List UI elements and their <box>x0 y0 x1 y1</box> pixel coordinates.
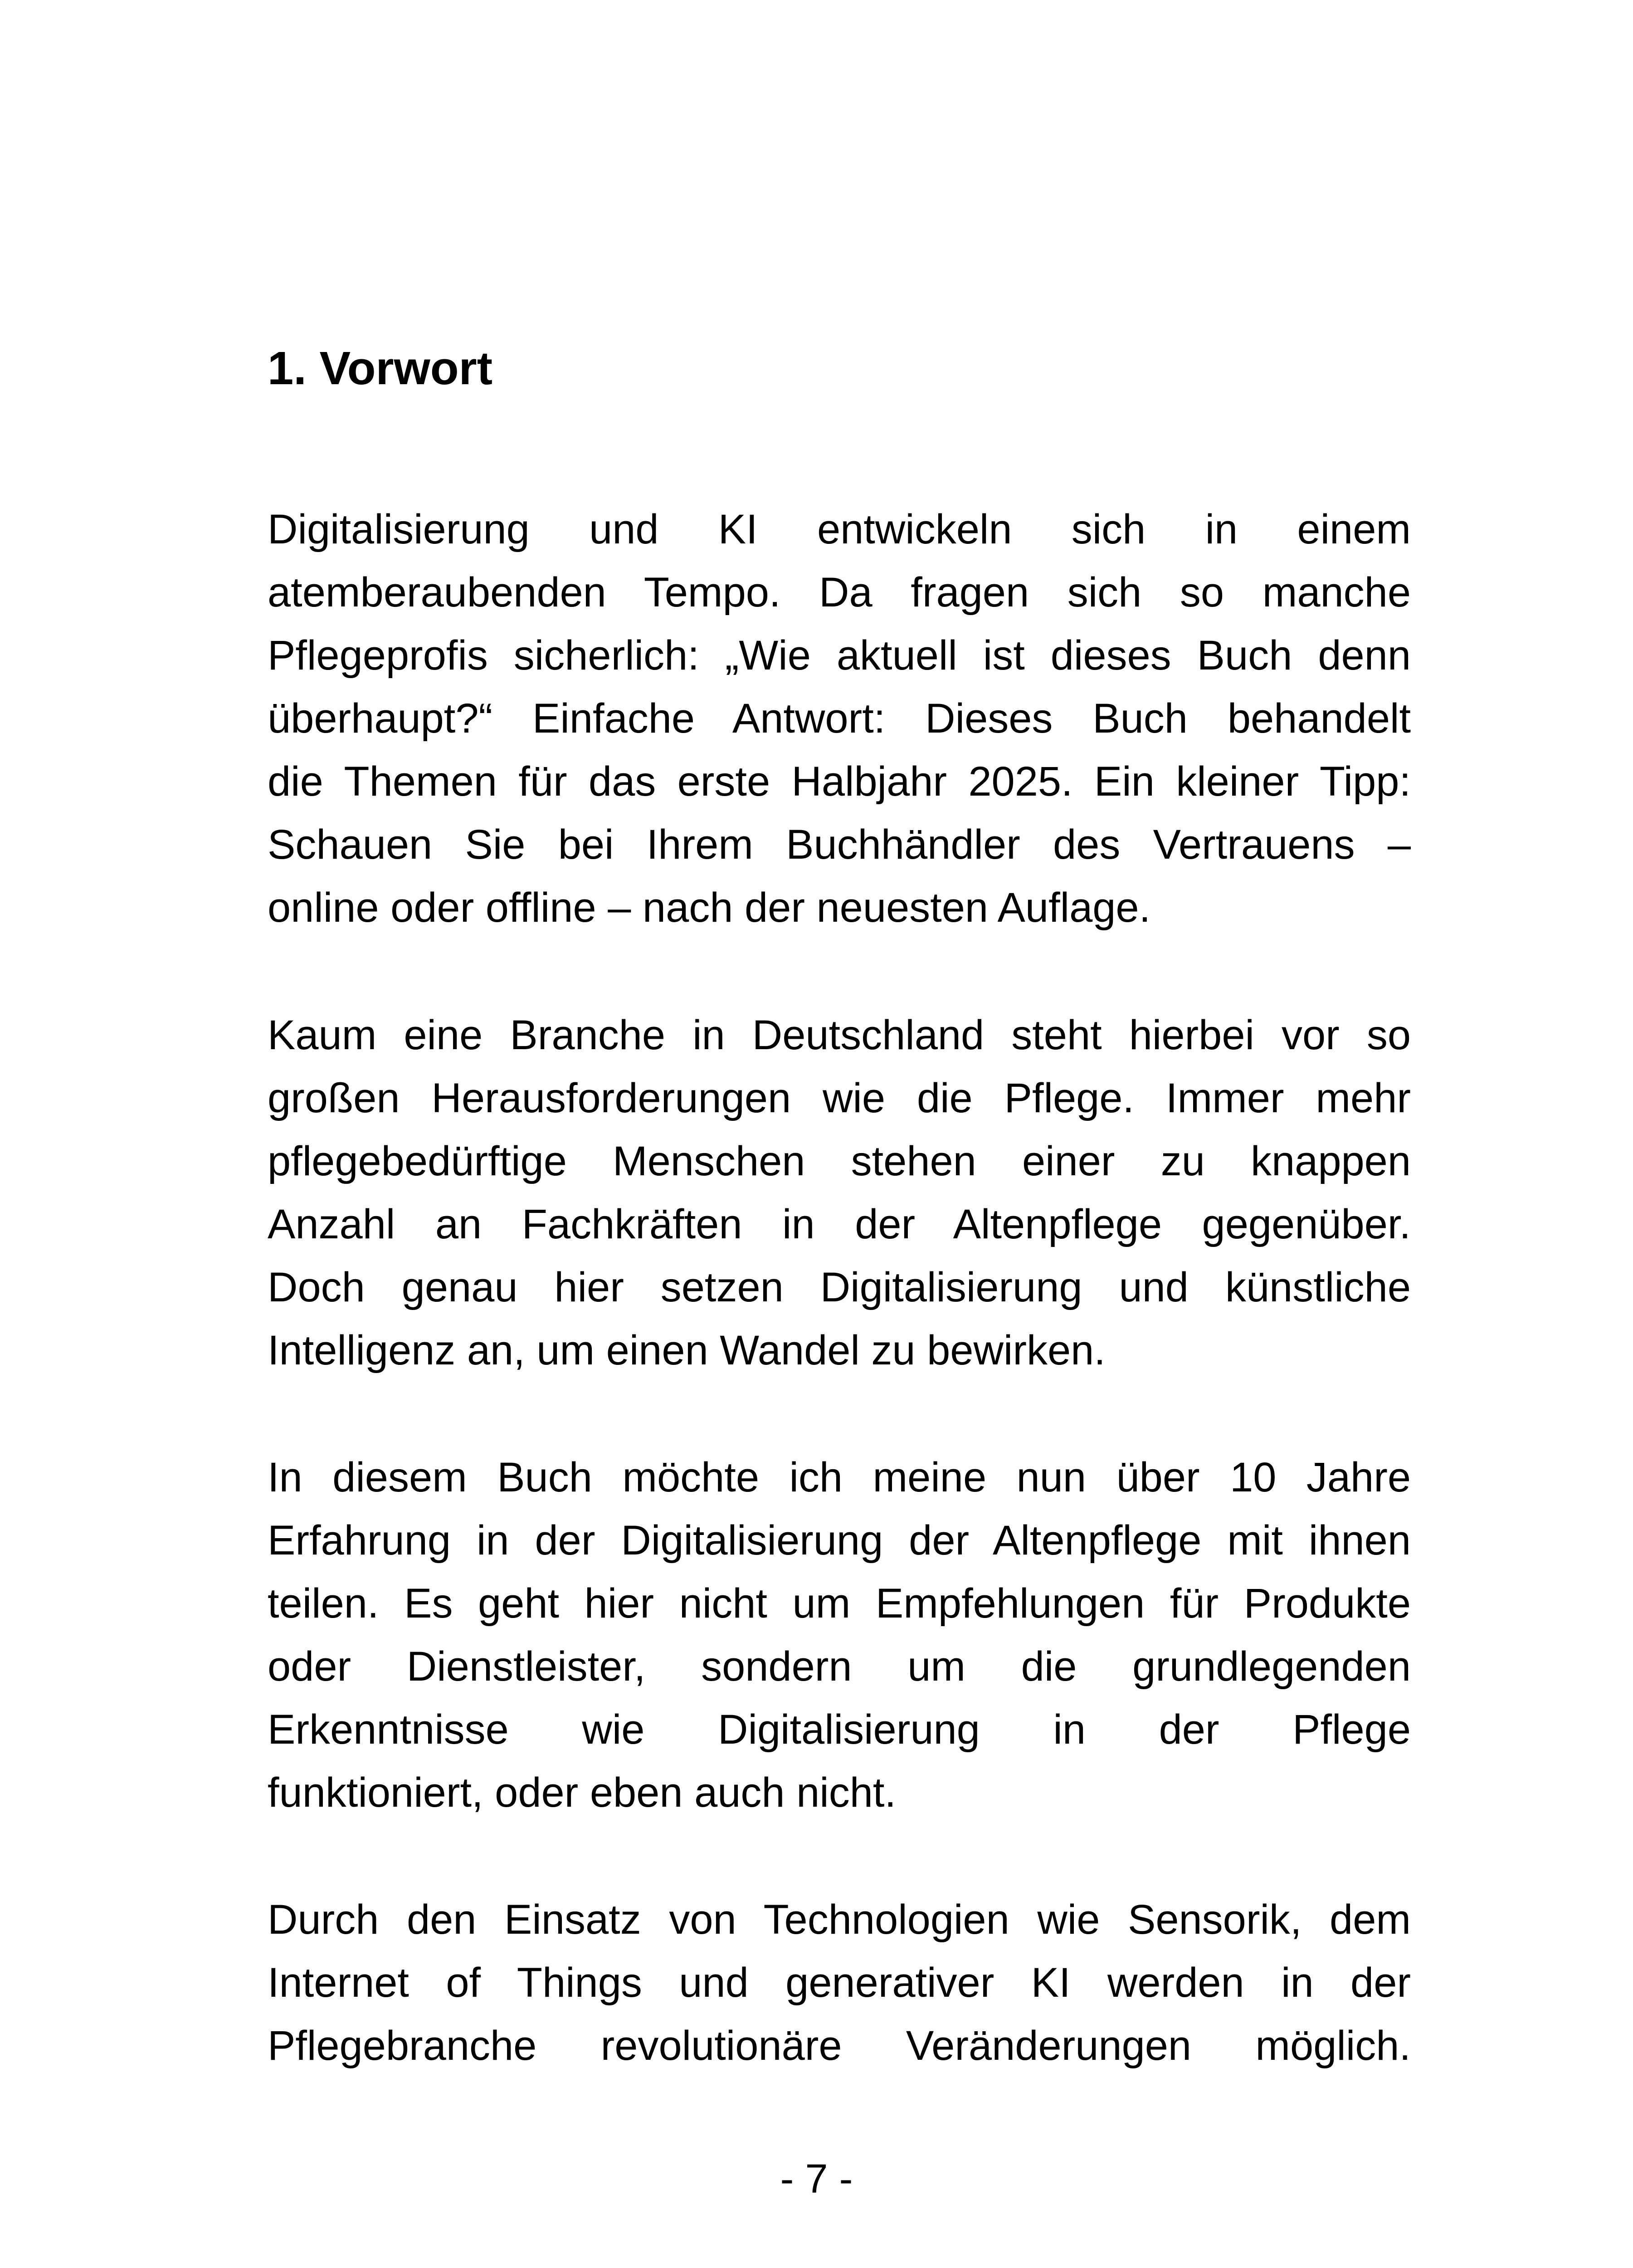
paragraph-line: großen Herausforderungen wie die Pflege. Immer mehr <box>268 1075 1411 1121</box>
paragraph-line: oder Dienstleister, sondern um die grundlegenden <box>268 1643 1411 1690</box>
paragraph-line: In diesem Buch möchte ich meine nun über 10 Jahre <box>268 1454 1411 1501</box>
paragraph-2 <box>268 1004 1411 1382</box>
paragraph-line: Erkenntnisse wie Digitalisierung in der Pflege <box>268 1706 1411 1753</box>
paragraph-line: Internet of Things und generativer KI werden in der <box>268 1960 1411 2006</box>
paragraph-line: online oder offline – nach der neuesten Auflage. <box>268 885 1151 931</box>
chapter-heading: 1. Vorwort <box>268 342 492 394</box>
paragraph-1 <box>268 498 1411 939</box>
paragraph-line: Intelligenz an, um einen Wandel zu bewirken. <box>268 1327 1106 1374</box>
paragraph-3 <box>268 1446 1411 1824</box>
paragraph-line: Durch den Einsatz von Technologien wie Sensorik, dem <box>268 1897 1411 1943</box>
paragraph-line: Doch genau hier setzen Digitalisierung und künstliche <box>268 1264 1411 1310</box>
paragraph-line: atemberaubenden Tempo. Da fragen sich so manche <box>268 569 1411 616</box>
paragraph-4 <box>268 1888 1411 2077</box>
page-number: - 7 - <box>780 2156 853 2202</box>
paragraph-line: Digitalisierung und KI entwickeln sich in einem <box>268 506 1411 552</box>
paragraph-line: Erfahrung in der Digitalisierung der Altenpflege mit ihnen <box>268 1517 1411 1564</box>
paragraph-line: die Themen für das erste Halbjahr 2025. Ein kleiner Tipp: <box>268 758 1411 805</box>
paragraph-line: Pflegebranche revolutionäre Veränderungen möglich. <box>268 2023 1411 2069</box>
paragraph-line: teilen. Es geht hier nicht um Empfehlungen für Produkte <box>268 1580 1411 1627</box>
paragraph-line: pflegebedürftige Menschen stehen einer zu knappen <box>268 1138 1411 1184</box>
paragraph-line: Schauen Sie bei Ihrem Buchhändler des Vertrauens – <box>268 821 1411 868</box>
paragraph-line: Anzahl an Fachkräften in der Altenpflege gegenüber. <box>268 1201 1411 1247</box>
paragraph-line: Kaum eine Branche in Deutschland steht hierbei vor so <box>268 1012 1411 1058</box>
paragraph-line: Pflegeprofis sicherlich: „Wie aktuell ist dieses Buch denn <box>268 632 1411 679</box>
paragraph-line: funktioniert, oder eben auch nicht. <box>268 1769 897 1816</box>
paragraph-line: überhaupt?“ Einfache Antwort: Dieses Buch behandelt <box>268 695 1411 742</box>
